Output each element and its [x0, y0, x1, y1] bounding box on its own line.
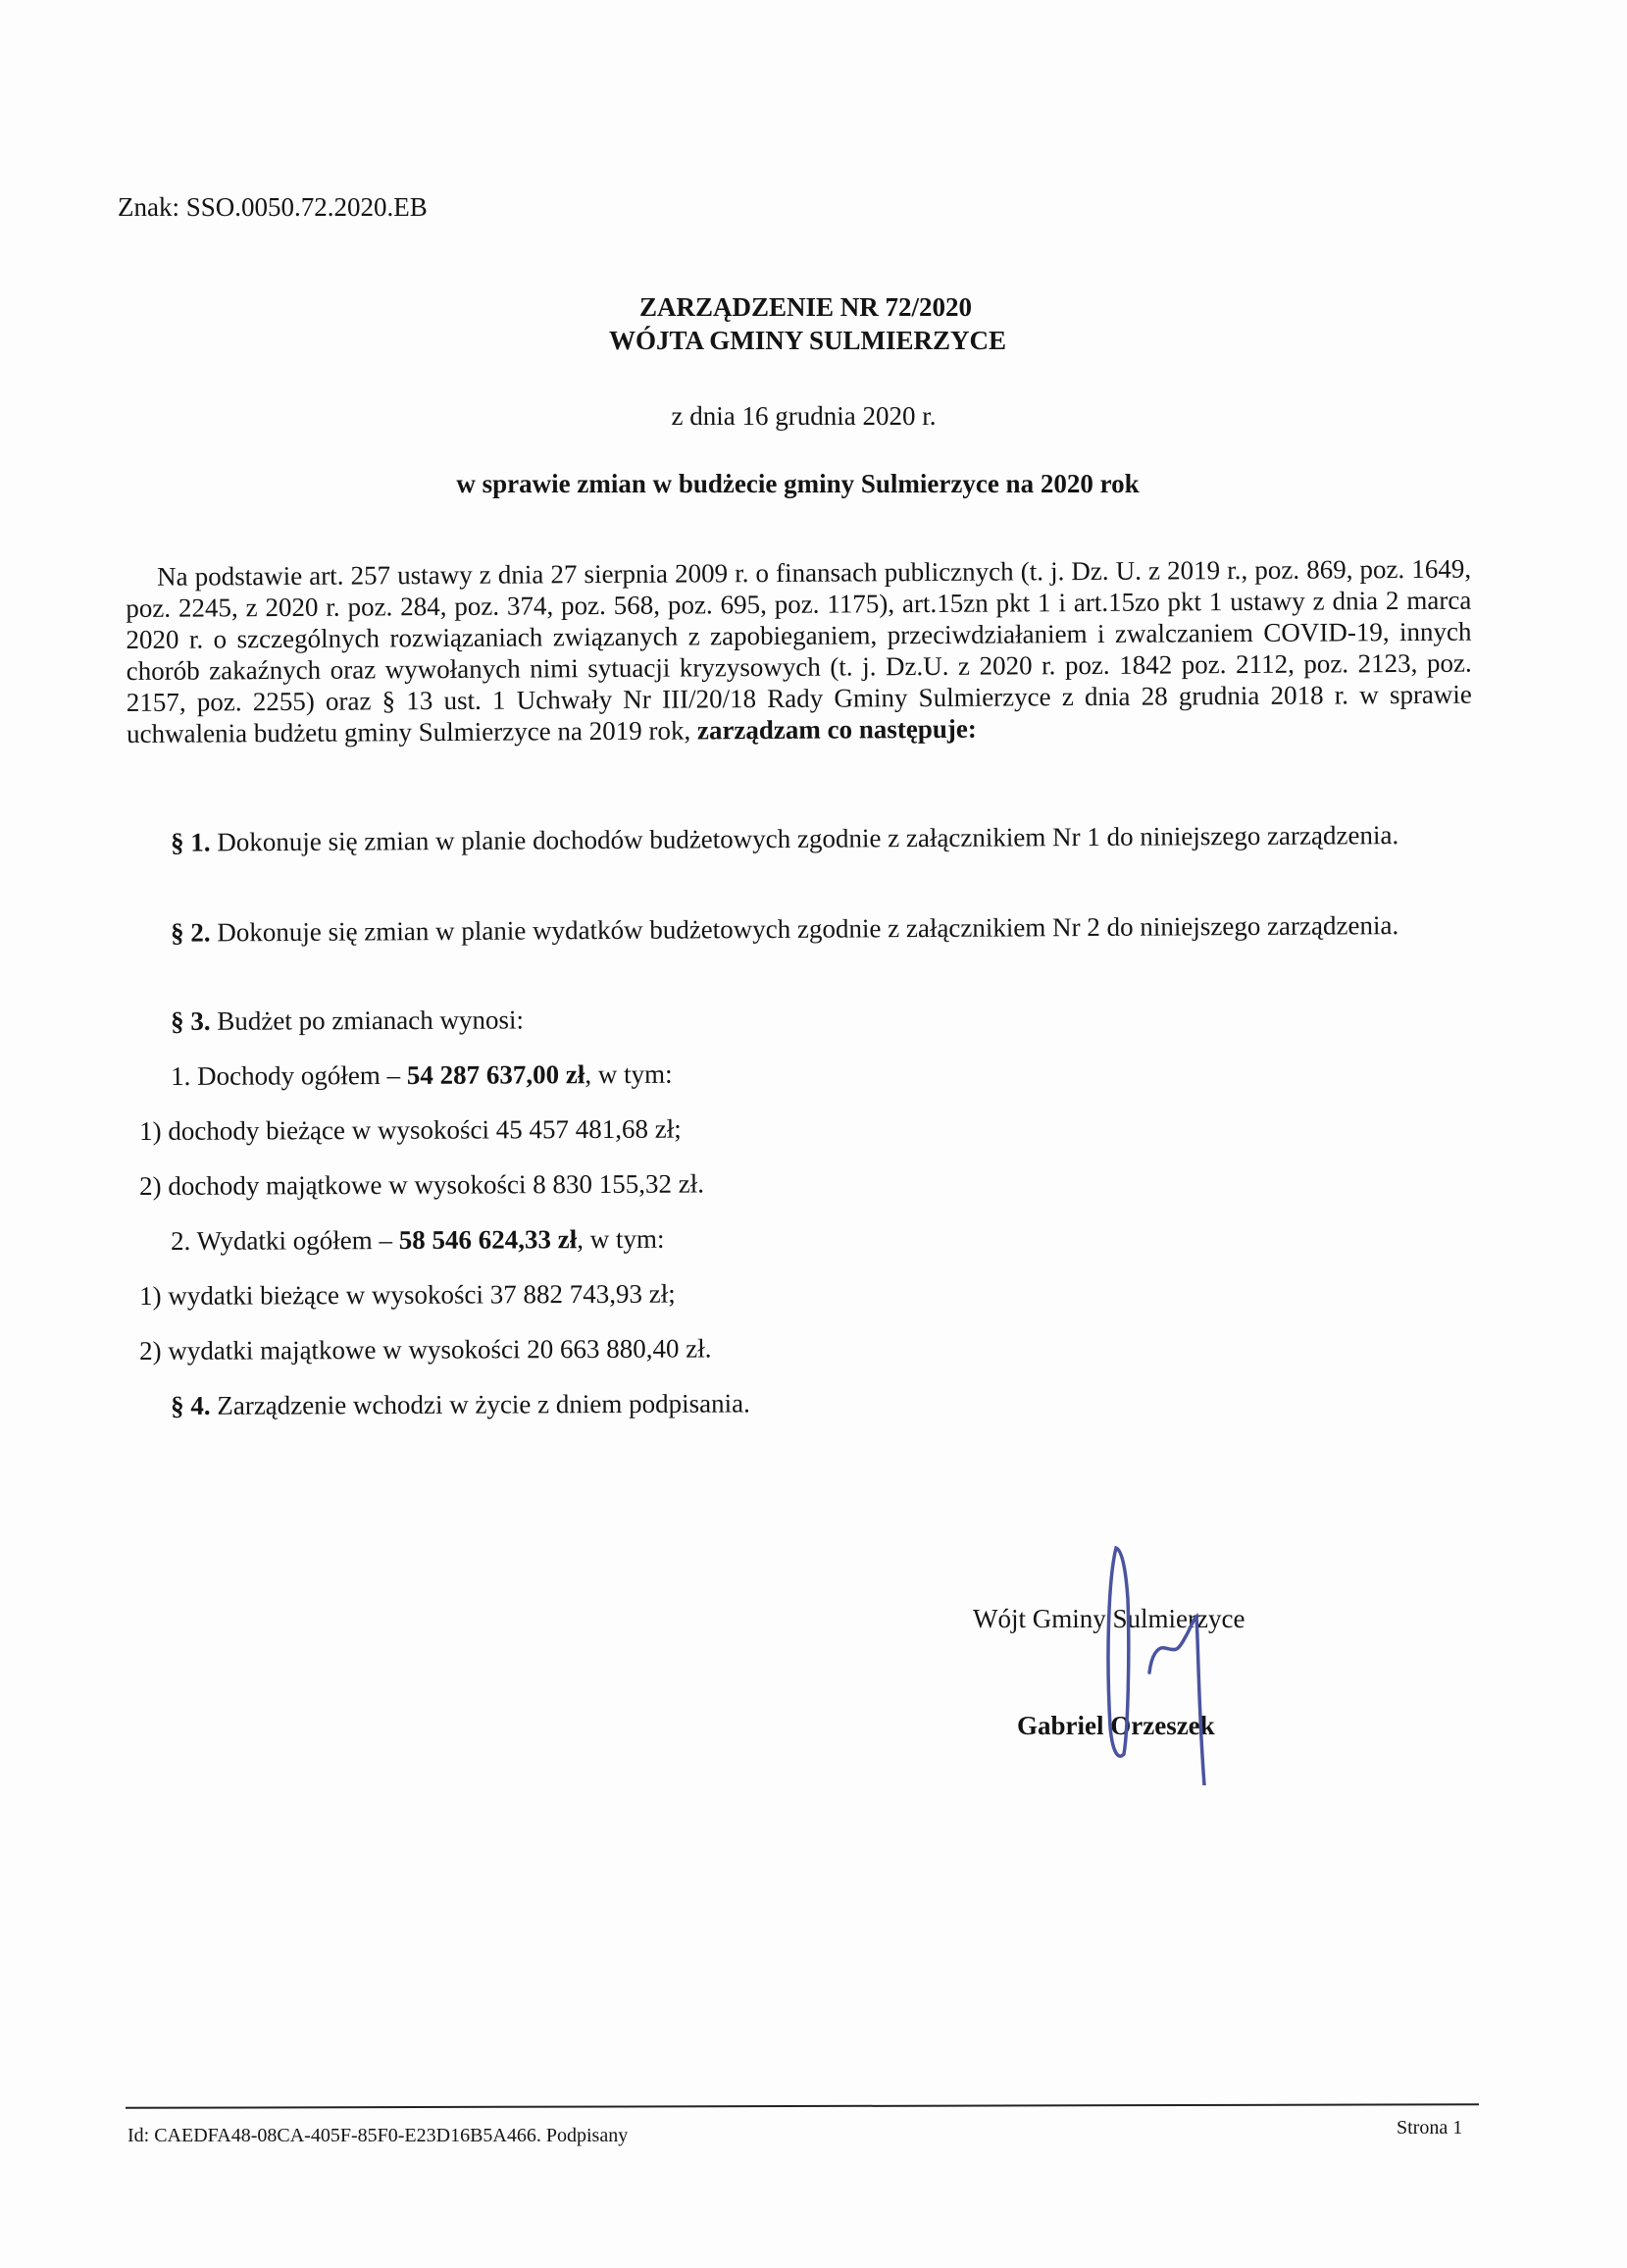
income-total-suffix: , w tym:	[585, 1058, 673, 1090]
expenses-total-value: 58 546 624,33 zł	[398, 1224, 578, 1255]
section-label: § 4.	[171, 1390, 211, 1420]
section-text: Dokonuje się zmian w planie dochodów budżetowych zgodnie z załącznikiem Nr 1 do niniejszego zarządzenia.	[210, 820, 1399, 857]
section-1	[126, 814, 1471, 863]
expenses-total-line	[171, 1224, 665, 1257]
document-subject: w sprawie zmian w budżecie gminy Sulmierzyce na 2020 rok	[456, 469, 1140, 498]
document-issuer: WÓJTA GMINY SULMIERZYCE	[608, 326, 1007, 355]
expenses-total-suffix: , w tym:	[577, 1223, 665, 1255]
income-total-value: 54 287 637,00 zł	[406, 1059, 585, 1090]
section-3	[171, 1005, 524, 1037]
document-date: z dnia 16 grudnia 2020 r.	[671, 401, 937, 431]
section-text: Budżet po zmianach wynosi:	[210, 1005, 525, 1036]
income-property-line: 2) dochody majątkowe w wysokości 8 830 155,32 zł.	[139, 1168, 705, 1201]
footer-divider	[126, 2103, 1479, 2109]
expenses-current-line: 1) wydatki bieżące w wysokości 37 882 743,93 zł;	[139, 1278, 676, 1311]
section-2	[126, 904, 1471, 954]
income-total-label: 1. Dochody ogółem –	[171, 1059, 407, 1091]
document-title: ZARZĄDZENIE NR 72/2020	[638, 292, 973, 322]
document-id: Id: CAEDFA48-08CA-405F-85F0-E23D16B5A466. Podpisany	[127, 2125, 629, 2146]
signature-stroke	[1108, 1548, 1129, 1756]
section-text: Dokonuje się zmian w planie wydatków budżetowych zgodnie z załącznikiem Nr 2 do niniejszego zarządzenia.	[210, 910, 1399, 948]
section-label: § 2.	[171, 917, 211, 948]
expenses-total-label: 2. Wydatki ogółem –	[171, 1224, 399, 1256]
expenses-property-line: 2) wydatki majątkowe w wysokości 20 663 880,40 zł.	[139, 1333, 712, 1366]
income-total-line	[171, 1059, 673, 1092]
income-current-line: 1) dochody bieżące w wysokości 45 457 481,68 zł;	[139, 1113, 682, 1146]
legal-basis-text: Na podstawie art. 257 ustawy z dnia 27 sierpnia 2009 r. o finansach publicznych (t. j. Dz. U. z 2019 r., poz. 869, poz. 1649, poz. 2245, z 2020 r. poz. 284, poz. 374, poz. 568, poz. 695, poz. 1175), art.15zn pkt 1 i art.15zo pkt 1 ustawy z dnia 2 marca 2020 r. o szczególnych rozwiązaniach związanych z zapobieganiem, przeciwdziałaniem i zwalczaniem COVID-19, innych chorób zakaźnych oraz wywołanych nimi sytuacji kryzysowych (t. j. Dz.U. z 2020 r. poz. 1842 poz. 2112, poz. 2123, poz. 2157, poz. 2255) oraz § 13 ust. 1 Uchwały Nr III/20/18 Rady Gminy Sulmierzyce z dnia 28 grudnia 2018 r. w sprawie uchwalenia budżetu gminy Sulmierzyce na 2019 rok,	[126, 553, 1472, 748]
signatory-name: Gabriel Orzeszek	[1017, 1711, 1215, 1740]
reference-number: Znak: SSO.0050.72.2020.EB	[118, 192, 428, 222]
signatory-title: Wójt Gminy Sulmierzyce	[973, 1604, 1246, 1633]
section-label: § 1.	[171, 827, 211, 857]
legal-basis-decree: zarządzam co następuje:	[696, 713, 977, 746]
handwritten-signature	[1089, 1540, 1265, 1785]
section-4	[171, 1388, 750, 1421]
page-number: Strona 1	[1397, 2117, 1463, 2139]
signature-stroke	[1149, 1617, 1204, 1785]
legal-basis-paragraph	[126, 553, 1472, 749]
section-label: § 3.	[171, 1005, 211, 1036]
section-text: Zarządzenie wchodzi w życie z dniem podpisania.	[210, 1388, 750, 1420]
